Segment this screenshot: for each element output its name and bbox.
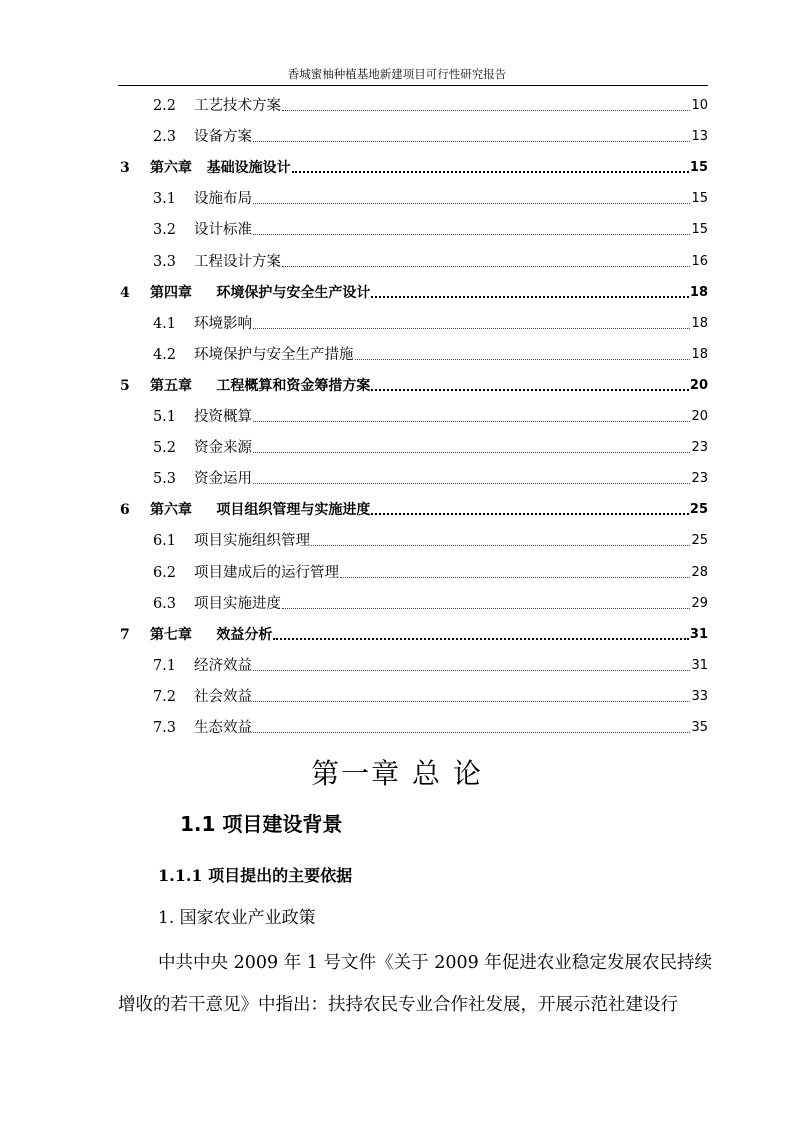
toc-entry[interactable] (118, 188, 708, 208)
toc-entry-page: 13 (691, 129, 708, 145)
toc-entry[interactable] (118, 344, 708, 364)
toc-leader-dots (311, 545, 690, 546)
toc-entry-page: 20 (691, 409, 708, 424)
toc-entry-title: 第六章 基础设施设计 (150, 160, 291, 177)
toc-entry-title: 设备方案 (194, 129, 252, 146)
toc-entry[interactable] (118, 624, 708, 644)
toc-entry-title: 项目实施进度 (194, 595, 281, 612)
toc-entry-number: 7.2 (152, 688, 176, 705)
toc-entry[interactable] (118, 593, 708, 613)
toc-leader-dots (282, 266, 690, 267)
toc-entry[interactable] (118, 219, 708, 239)
toc-entry-page: 25 (691, 533, 708, 549)
toc-entry[interactable] (118, 717, 708, 737)
toc-entry[interactable] (118, 157, 708, 177)
toc-entry-number: 5.3 (152, 471, 176, 488)
toc-entry-title: 第七章 效益分析 (150, 626, 273, 643)
toc-entry-title: 设施布局 (194, 191, 252, 208)
toc-entry-title: 环境保护与安全生产措施 (194, 346, 354, 363)
toc-entry-page: 18 (691, 346, 708, 362)
toc-entry[interactable] (118, 437, 708, 457)
toc-entry-page: 28 (691, 564, 708, 580)
toc-entry-number: 3.1 (152, 191, 176, 208)
toc-entry-title: 资金运用 (194, 471, 252, 488)
toc-entry[interactable] (118, 655, 708, 675)
toc-leader-dots (253, 234, 690, 235)
toc-entry-number: 5.2 (152, 440, 176, 457)
toc-entry[interactable] (118, 406, 708, 426)
toc-entry-number: 6.1 (152, 533, 176, 550)
toc-leader-dots (371, 389, 689, 391)
toc-entry-page: 33 (691, 688, 708, 704)
toc-leader-dots (355, 359, 691, 360)
toc-leader-dots (292, 171, 689, 173)
toc-leader-dots (253, 421, 690, 422)
toc-entry-page: 29 (691, 595, 708, 611)
toc-leader-dots (253, 701, 690, 702)
toc-entry-number: 5.1 (152, 409, 176, 425)
toc-entry-page: 23 (691, 471, 708, 487)
toc-entry-title: 设计标准 (194, 222, 252, 239)
toc-entry-number: 3.2 (152, 222, 176, 239)
toc-entry-page: 25 (689, 502, 708, 518)
toc-entry-title: 投资概算 (194, 409, 252, 425)
toc-entry-number: 6 (120, 502, 130, 519)
toc-entry-title: 经济效益 (194, 657, 252, 674)
toc-entry[interactable] (118, 468, 708, 488)
toc-entry-title: 工程设计方案 (194, 253, 281, 270)
toc-entry-title: 项目建成后的运行管理 (194, 564, 339, 581)
toc-entry-number: 6.2 (152, 564, 176, 581)
toc-entry[interactable] (118, 530, 708, 550)
subsection-title: 1.1.1 项目提出的主要依据 (158, 866, 353, 885)
toc-entry-number: 4.1 (152, 315, 176, 332)
toc-entry[interactable] (118, 126, 708, 146)
toc-leader-dots (253, 141, 690, 142)
toc-entry-number: 4 (120, 284, 130, 301)
toc-entry[interactable] (118, 251, 708, 271)
toc-entry-page: 35 (691, 720, 708, 735)
toc-entry-title: 第五章 工程概算和资金筹措方案 (150, 377, 371, 394)
toc-entry-number: 7 (120, 626, 130, 643)
toc-entry-page: 31 (691, 657, 708, 673)
toc-entry-page: 15 (689, 160, 708, 176)
toc-leader-dots (253, 483, 690, 484)
toc-entry-number: 3 (120, 160, 130, 177)
toc-entry-title: 工艺技术方案 (194, 98, 281, 114)
toc-entry-page: 18 (689, 284, 708, 300)
toc-entry-title: 项目实施组织管理 (194, 533, 310, 550)
toc-entry-number: 7.1 (152, 657, 176, 674)
toc-entry[interactable] (118, 313, 708, 333)
toc-entry-title: 第六章 项目组织管理与实施进度 (150, 502, 371, 519)
toc-entry[interactable] (118, 499, 708, 519)
toc-entry[interactable] (118, 95, 708, 115)
toc-leader-dots (371, 513, 689, 515)
toc-entry-page: 20 (689, 377, 708, 393)
toc-entry-page: 10 (691, 98, 708, 113)
toc-entry-number: 3.3 (152, 253, 176, 270)
toc-entry-title: 社会效益 (194, 688, 252, 705)
toc-entry-title: 第四章 环境保护与安全生产设计 (150, 284, 371, 301)
toc-entry[interactable] (118, 686, 708, 706)
toc-entry-page: 31 (689, 626, 708, 642)
toc-entry-page: 23 (691, 440, 708, 456)
toc-entry-title: 生态效益 (194, 720, 252, 736)
toc-entry[interactable] (118, 562, 708, 582)
toc-leader-dots (253, 732, 690, 733)
toc-entry-number: 7.3 (152, 720, 176, 736)
toc-leader-dots (253, 452, 690, 453)
toc-entry-number: 5 (120, 377, 130, 394)
toc-entry-number: 4.2 (152, 346, 176, 363)
toc-entry-page: 16 (691, 253, 708, 269)
toc-entry-page: 15 (691, 191, 708, 207)
toc-leader-dots (253, 328, 690, 329)
toc-entry-number: 2.2 (152, 98, 176, 114)
toc-entry-title: 资金来源 (194, 440, 252, 457)
toc-leader-dots (371, 296, 689, 298)
chapter-title: 第一章 总 论 (311, 757, 483, 790)
section-title: 1.1 项目建设背景 (180, 812, 343, 836)
toc-leader-dots (253, 203, 690, 204)
toc-leader-dots (340, 577, 690, 578)
toc-entry-title: 环境影响 (194, 315, 252, 332)
toc-leader-dots (253, 670, 690, 671)
toc-entry-number: 2.3 (152, 129, 176, 146)
toc-leader-dots (273, 638, 689, 640)
toc-leader-dots (282, 608, 690, 609)
toc-entry-page: 15 (691, 222, 708, 238)
toc-entry-number: 6.3 (152, 595, 176, 612)
toc-entry-page: 18 (691, 315, 708, 331)
body-paragraph: 中共中央 2009 年 1 号文件《关于 2009 年促进农业稳定发展农民持续增收的若干意见》中指出：扶持农民专业合作社发展，开展示范社建设行 (118, 953, 712, 1015)
running-header: 香城蜜柚种植基地新建项目可行性研究报告 (287, 67, 507, 81)
toc-entry[interactable] (118, 282, 708, 302)
toc-entry[interactable] (118, 375, 708, 395)
toc-leader-dots (282, 110, 690, 111)
paragraph-heading: 1. 国家农业产业政策 (158, 908, 316, 928)
